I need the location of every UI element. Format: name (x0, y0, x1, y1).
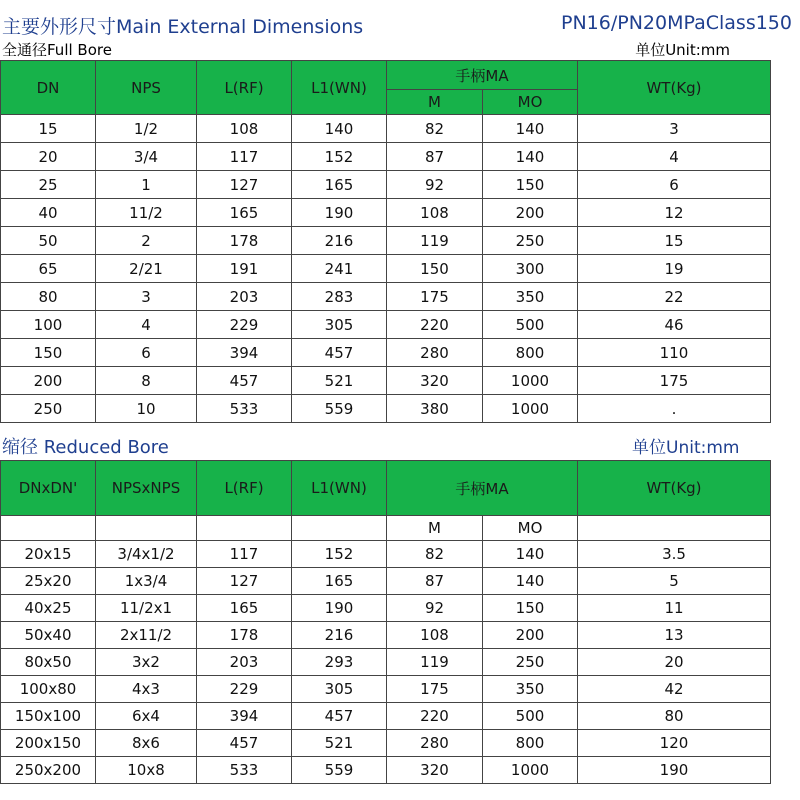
l-rf-cell: 178 (197, 227, 292, 255)
handle-m-cell: 175 (387, 676, 483, 703)
handle-mo-cell: 140 (483, 541, 578, 568)
nps-cell: 11/2 (96, 199, 197, 227)
empty-cell (292, 516, 387, 541)
l-rf-cell: 165 (197, 595, 292, 622)
table-row (1, 199, 771, 227)
handle-mo-cell: 250 (483, 227, 578, 255)
nps-cell: 1/2 (96, 115, 197, 143)
handle-m-cell: 380 (387, 395, 483, 423)
l1-wn-cell: 152 (292, 541, 387, 568)
reduced-bore-table-body (1, 541, 771, 784)
l-rf-cell: 394 (197, 339, 292, 367)
l1-wn-cell: 165 (292, 171, 387, 199)
handle-mo-cell: 140 (483, 143, 578, 171)
handle-mo-cell: 150 (483, 595, 578, 622)
l-rf-cell: 457 (197, 730, 292, 757)
nps-cell: 2/21 (96, 255, 197, 283)
table-row (1, 311, 771, 339)
weight-cell: 4 (578, 143, 771, 171)
table-row (1, 730, 771, 757)
l1-wn-cell: 283 (292, 283, 387, 311)
handle-mo-cell: 250 (483, 649, 578, 676)
column-header-m: M (387, 90, 483, 115)
column-header-weight: WT(Kg) (578, 461, 771, 516)
table-row (1, 568, 771, 595)
l1-wn-cell: 165 (292, 568, 387, 595)
weight-cell: 190 (578, 757, 771, 784)
nps-cell: 8 (96, 367, 197, 395)
empty-cell (578, 516, 771, 541)
handle-mo-cell: 140 (483, 115, 578, 143)
nps-cell: 6 (96, 339, 197, 367)
nps-cell: 10x8 (96, 757, 197, 784)
column-header-dn: DNxDN' (1, 461, 96, 516)
l-rf-cell: 229 (197, 311, 292, 339)
handle-mo-cell: 1000 (483, 367, 578, 395)
weight-cell: 6 (578, 171, 771, 199)
table-row (1, 143, 771, 171)
l1-wn-cell: 305 (292, 676, 387, 703)
column-header-mo: MO (483, 516, 578, 541)
table-row (1, 676, 771, 703)
handle-m-cell: 320 (387, 367, 483, 395)
handle-m-cell: 150 (387, 255, 483, 283)
full-bore-header-row (1, 61, 771, 90)
handle-m-cell: 119 (387, 649, 483, 676)
l-rf-cell: 127 (197, 568, 292, 595)
handle-mo-cell: 800 (483, 730, 578, 757)
nps-cell: 2x11/2 (96, 622, 197, 649)
handle-mo-cell: 300 (483, 255, 578, 283)
l1-wn-cell: 241 (292, 255, 387, 283)
empty-cell (197, 516, 292, 541)
table-row (1, 703, 771, 730)
weight-cell: 15 (578, 227, 771, 255)
dn-cell: 80 (1, 283, 96, 311)
weight-cell: 120 (578, 730, 771, 757)
l-rf-cell: 191 (197, 255, 292, 283)
l-rf-cell: 127 (197, 171, 292, 199)
nps-cell: 8x6 (96, 730, 197, 757)
nps-cell: 1 (96, 171, 197, 199)
table-row (1, 395, 771, 423)
dn-cell: 65 (1, 255, 96, 283)
nps-cell: 3/4 (96, 143, 197, 171)
weight-cell: 175 (578, 367, 771, 395)
dn-cell: 100x80 (1, 676, 96, 703)
weight-cell: 3.5 (578, 541, 771, 568)
column-header-dn: DN (1, 61, 96, 115)
l-rf-cell: 203 (197, 649, 292, 676)
column-header-weight: WT(Kg) (578, 61, 771, 115)
page-title: 主要外形尺寸Main External Dimensions (2, 16, 364, 38)
column-header-m: M (387, 516, 483, 541)
dn-cell: 50x40 (1, 622, 96, 649)
handle-mo-cell: 140 (483, 568, 578, 595)
weight-cell: 5 (578, 568, 771, 595)
reduced-bore-title: 缩径 Reduced Bore (2, 437, 169, 458)
column-header-l-rf: L(RF) (197, 461, 292, 516)
weight-cell: . (578, 395, 771, 423)
nps-cell: 1x3/4 (96, 568, 197, 595)
weight-cell: 13 (578, 622, 771, 649)
table-row (1, 227, 771, 255)
handle-mo-cell: 500 (483, 703, 578, 730)
handle-m-cell: 220 (387, 703, 483, 730)
table-row (1, 367, 771, 395)
dn-cell: 250 (1, 395, 96, 423)
l1-wn-cell: 152 (292, 143, 387, 171)
l-rf-cell: 165 (197, 199, 292, 227)
nps-cell: 11/2x1 (96, 595, 197, 622)
l1-wn-cell: 216 (292, 227, 387, 255)
column-header-l1-wn: L1(WN) (292, 61, 387, 115)
handle-m-cell: 108 (387, 199, 483, 227)
handle-mo-cell: 350 (483, 283, 578, 311)
column-header-nps: NPSxNPS (96, 461, 197, 516)
column-header-handle: 手柄MA (387, 461, 578, 516)
l1-wn-cell: 457 (292, 703, 387, 730)
handle-m-cell: 280 (387, 730, 483, 757)
handle-m-cell: 280 (387, 339, 483, 367)
weight-cell: 3 (578, 115, 771, 143)
l1-wn-cell: 190 (292, 199, 387, 227)
full-bore-table-body (1, 115, 771, 423)
column-header-nps: NPS (96, 61, 197, 115)
full-bore-unit-label: 单位Unit:mm (635, 41, 730, 59)
dn-cell: 80x50 (1, 649, 96, 676)
dn-cell: 150 (1, 339, 96, 367)
handle-m-cell: 320 (387, 757, 483, 784)
weight-cell: 20 (578, 649, 771, 676)
dn-cell: 50 (1, 227, 96, 255)
l1-wn-cell: 140 (292, 115, 387, 143)
full-bore-label: 全通径Full Bore (2, 41, 112, 59)
l-rf-cell: 457 (197, 367, 292, 395)
reduced-bore-unit-label: 单位Unit:mm (632, 438, 740, 458)
l-rf-cell: 117 (197, 143, 292, 171)
table-row (1, 649, 771, 676)
handle-m-cell: 82 (387, 115, 483, 143)
handle-m-cell: 108 (387, 622, 483, 649)
table-row (1, 757, 771, 784)
dn-cell: 40 (1, 199, 96, 227)
l1-wn-cell: 521 (292, 367, 387, 395)
dn-cell: 20 (1, 143, 96, 171)
handle-m-cell: 87 (387, 143, 483, 171)
handle-m-cell: 119 (387, 227, 483, 255)
l-rf-cell: 394 (197, 703, 292, 730)
l1-wn-cell: 293 (292, 649, 387, 676)
weight-cell: 22 (578, 283, 771, 311)
nps-cell: 6x4 (96, 703, 197, 730)
l1-wn-cell: 521 (292, 730, 387, 757)
l1-wn-cell: 559 (292, 757, 387, 784)
l-rf-cell: 229 (197, 676, 292, 703)
empty-cell (96, 516, 197, 541)
handle-m-cell: 175 (387, 283, 483, 311)
weight-cell: 12 (578, 199, 771, 227)
dn-cell: 200 (1, 367, 96, 395)
weight-cell: 80 (578, 703, 771, 730)
table-row (1, 283, 771, 311)
table-row (1, 622, 771, 649)
nps-cell: 4x3 (96, 676, 197, 703)
dn-cell: 25x20 (1, 568, 96, 595)
nps-cell: 3/4x1/2 (96, 541, 197, 568)
handle-m-cell: 220 (387, 311, 483, 339)
l1-wn-cell: 305 (292, 311, 387, 339)
nps-cell: 4 (96, 311, 197, 339)
l-rf-cell: 108 (197, 115, 292, 143)
table-row (1, 595, 771, 622)
l1-wn-cell: 216 (292, 622, 387, 649)
full-bore-table (0, 60, 771, 423)
table-row (1, 115, 771, 143)
reduced-bore-table (0, 460, 771, 784)
handle-mo-cell: 150 (483, 171, 578, 199)
dn-cell: 250x200 (1, 757, 96, 784)
pressure-class-label: PN16/PN20MPaClass150 (561, 12, 792, 34)
reduced-bore-header-row (1, 461, 771, 516)
column-header-l-rf: L(RF) (197, 61, 292, 115)
weight-cell: 110 (578, 339, 771, 367)
table-row (1, 339, 771, 367)
l-rf-cell: 117 (197, 541, 292, 568)
handle-mo-cell: 200 (483, 199, 578, 227)
dn-cell: 150x100 (1, 703, 96, 730)
reduced-bore-subheader-row (1, 516, 771, 541)
handle-mo-cell: 1000 (483, 395, 578, 423)
l-rf-cell: 533 (197, 757, 292, 784)
dn-cell: 100 (1, 311, 96, 339)
handle-mo-cell: 500 (483, 311, 578, 339)
empty-cell (1, 516, 96, 541)
dn-cell: 20x15 (1, 541, 96, 568)
nps-cell: 3x2 (96, 649, 197, 676)
dn-cell: 200x150 (1, 730, 96, 757)
weight-cell: 11 (578, 595, 771, 622)
column-header-l1-wn: L1(WN) (292, 461, 387, 516)
handle-m-cell: 82 (387, 541, 483, 568)
handle-mo-cell: 200 (483, 622, 578, 649)
handle-mo-cell: 800 (483, 339, 578, 367)
handle-mo-cell: 350 (483, 676, 578, 703)
handle-m-cell: 87 (387, 568, 483, 595)
l1-wn-cell: 190 (292, 595, 387, 622)
nps-cell: 10 (96, 395, 197, 423)
l1-wn-cell: 559 (292, 395, 387, 423)
l-rf-cell: 533 (197, 395, 292, 423)
column-header-mo: MO (483, 90, 578, 115)
column-header-handle: 手柄MA (387, 61, 578, 90)
l1-wn-cell: 457 (292, 339, 387, 367)
weight-cell: 46 (578, 311, 771, 339)
handle-m-cell: 92 (387, 595, 483, 622)
table-row (1, 541, 771, 568)
l-rf-cell: 203 (197, 283, 292, 311)
l-rf-cell: 178 (197, 622, 292, 649)
dn-cell: 25 (1, 171, 96, 199)
weight-cell: 19 (578, 255, 771, 283)
table-row (1, 171, 771, 199)
table-row (1, 255, 771, 283)
dn-cell: 40x25 (1, 595, 96, 622)
nps-cell: 2 (96, 227, 197, 255)
weight-cell: 42 (578, 676, 771, 703)
handle-m-cell: 92 (387, 171, 483, 199)
nps-cell: 3 (96, 283, 197, 311)
handle-mo-cell: 1000 (483, 757, 578, 784)
dn-cell: 15 (1, 115, 96, 143)
